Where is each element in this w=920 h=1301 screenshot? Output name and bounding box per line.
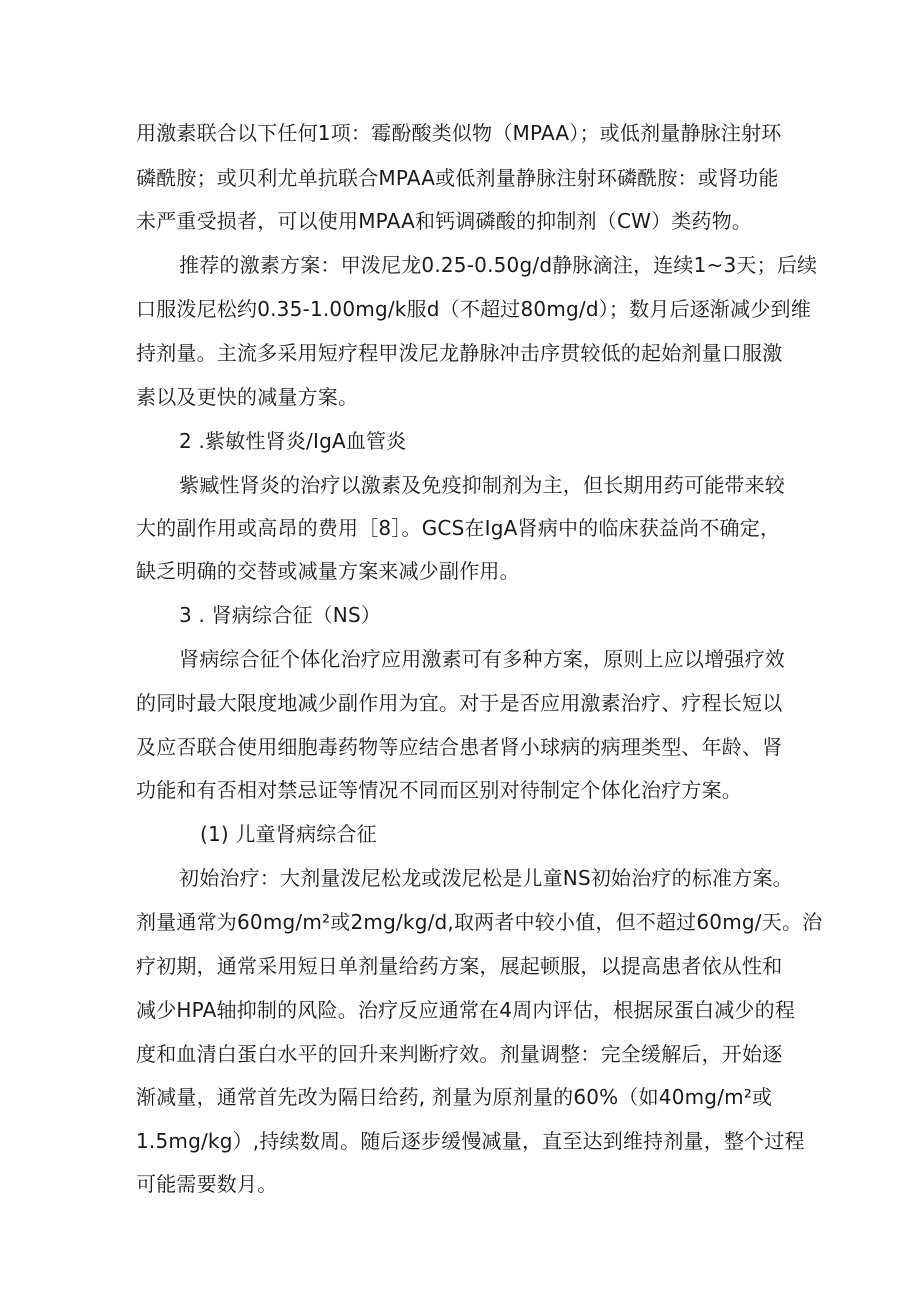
text-line: 用激素联合以下任何1项：霉酚酸类似物（MPAA）；或低剂量静脉注射环: [136, 121, 782, 145]
text-line: 持剂量。主流多采用短疗程甲泼尼龙静脉冲击序贯较低的起始剂量口服激: [136, 341, 783, 365]
text-line: 剂量通常为60mg/m²或2mg/kg/d,取两者中较小值，但不超过60mg/天。治: [136, 910, 823, 934]
text-line: 的同时最大限度地减少副作用为宜。对于是否应用激素治疗、疗程长短以: [136, 691, 783, 715]
text-line: 初始治疗：大剂量泼尼松龙或泼尼松是儿童NS初始治疗的标准方案。: [179, 866, 793, 890]
text-line: 功能和有否相对禁忌证等情况不同而区别对待制定个体化治疗方案。: [136, 778, 742, 802]
text-line: 磷酰胺；或贝利尤单抗联合MPAA或低剂量静脉注射环磷酰胺：或肾功能: [136, 166, 779, 190]
text-line: 减少HPA轴抑制的风险。治疗反应通常在4周内评估，根据尿蛋白减少的程: [136, 998, 796, 1022]
text-line: 肾病综合征个体化治疗应用激素可有多种方案，原则上应以增强疗效: [179, 647, 785, 671]
text-line: 未严重受损者，可以使用MPAA和钙调磷酸的抑制剂（CW）类药物。: [136, 209, 753, 233]
text-line: 1.5mg/kg）,持续数周。随后逐步缓慢减量，直至达到维持剂量，整个过程: [136, 1129, 805, 1153]
subsection-heading: (1) 儿童肾病综合征: [200, 822, 377, 846]
text-line: 紫臧性肾炎的治疗以激素及免疫抑制剂为主，但长期用药可能带来较: [179, 473, 785, 497]
text-line: 推荐的激素方案：甲泼尼龙0.25-0.50g/d静脉滴注，连续1~3天；后续: [179, 253, 818, 277]
text-line: 大的副作用或高昂的费用［8］。GCS在IgA肾病中的临床获益尚不确定，: [136, 516, 781, 540]
section-heading: 3 . 肾病综合征（NS）: [179, 603, 382, 627]
text-line: 可能需要数月。: [136, 1172, 278, 1196]
text-line: 度和血清白蛋白水平的回升来判断疗效。剂量调整：完全缓解后，开始逐: [136, 1042, 783, 1066]
text-line: 缺乏明确的交替或减量方案来减少副作用。: [136, 559, 520, 583]
text-line: 及应否联合使用细胞毒药物等应结合患者肾小球病的病理类型、年龄、肾: [136, 735, 783, 759]
section-heading: 2 .紫敏性肾炎/IgA血管炎: [179, 429, 407, 453]
text-line: 口服泼尼松约0.35-1.00mg/k服d（不超过80mg/d）；数月后逐渐减少到维: [136, 297, 811, 321]
text-line: 疗初期，通常采用短日单剂量给药方案，展起顿服，以提高患者依从性和: [136, 954, 783, 978]
text-line: 渐减量，通常首先改为隔日给药, 剂量为原剂量的60%（如40mg/m²或: [136, 1085, 773, 1109]
text-line: 素以及更快的减量方案。: [136, 385, 359, 409]
